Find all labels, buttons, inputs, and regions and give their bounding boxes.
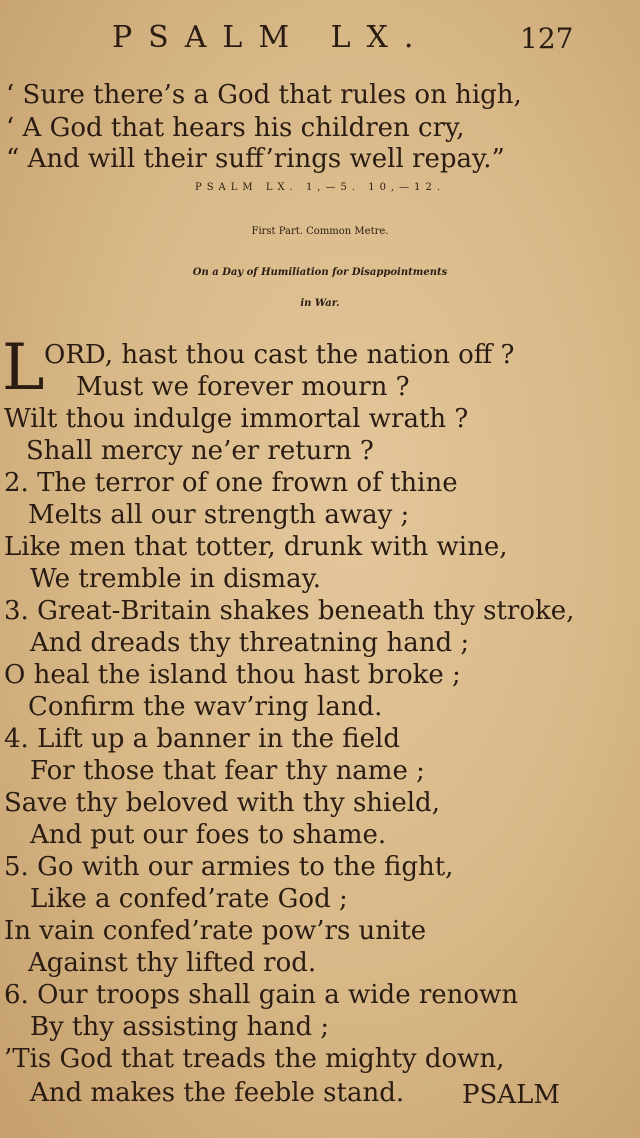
verse-line: Melts all our strength away ; [28, 500, 410, 530]
verse-line: 3. Great-Britain shakes beneath thy stroke, [4, 596, 575, 626]
verse-line: And dreads thy threatning hand ; [30, 628, 470, 658]
verse-line: 4. Lift up a banner in the field [4, 724, 400, 754]
running-title: PSALM LX. [112, 20, 430, 55]
verse-line: Confirm the wav’ring land. [28, 692, 383, 722]
verse-line: 2. The terror of one frown of thine [4, 468, 458, 498]
previous-stanza-line: ‘ Sure there’s a God that rules on high, [6, 80, 522, 110]
previous-stanza-line: “ And will their suff’rings well repay.” [6, 144, 505, 174]
psalm-occasion-continued: in War. [300, 298, 340, 309]
verse-line: Wilt thou indulge immortal wrath ? [4, 404, 469, 434]
verse-line: O heal the island thou hast broke ; [4, 660, 461, 690]
psalm-subtitle: First Part. Common Metre. [251, 226, 389, 237]
verse-line: 6. Our troops shall gain a wide renown [4, 980, 519, 1010]
page-header [0, 18, 640, 58]
verse-line: And makes the feeble stand. [30, 1078, 405, 1108]
drop-cap: L [2, 331, 45, 405]
psalm-title: PSALM LX. 1,—5. 10,—12. [194, 182, 446, 193]
verse-line: Save thy beloved with thy shield, [4, 788, 440, 818]
verse-line: ORD, hast thou cast the nation off ? [44, 340, 515, 370]
verse-line: And put our foes to shame. [30, 820, 387, 850]
verse-line: Must we forever mourn ? [76, 372, 410, 402]
psalm-occasion: On a Day of Humiliation for Disappointments [192, 267, 448, 278]
previous-stanza-line: ‘ A God that hears his children cry, [6, 113, 465, 143]
verse-line: In vain confed’rate pow’rs unite [4, 916, 427, 946]
verse-line: By thy assisting hand ; [30, 1012, 330, 1042]
verse-line: For those that fear thy name ; [30, 756, 425, 786]
verse-line: Like a confed’rate God ; [30, 884, 348, 914]
verse-line: Shall mercy ne’er return ? [26, 436, 374, 466]
verse-line: We tremble in dismay. [30, 564, 322, 594]
verse-line: ’Tis God that treads the mighty down, [4, 1044, 505, 1074]
catchword: PSALM [462, 1080, 560, 1110]
verse-line: Against thy lifted rod. [28, 948, 317, 978]
page-number: 127 [520, 22, 574, 55]
verse-line: Like men that totter, drunk with wine, [4, 532, 508, 562]
verse-line: 5. Go with our armies to the fight, [4, 852, 454, 882]
